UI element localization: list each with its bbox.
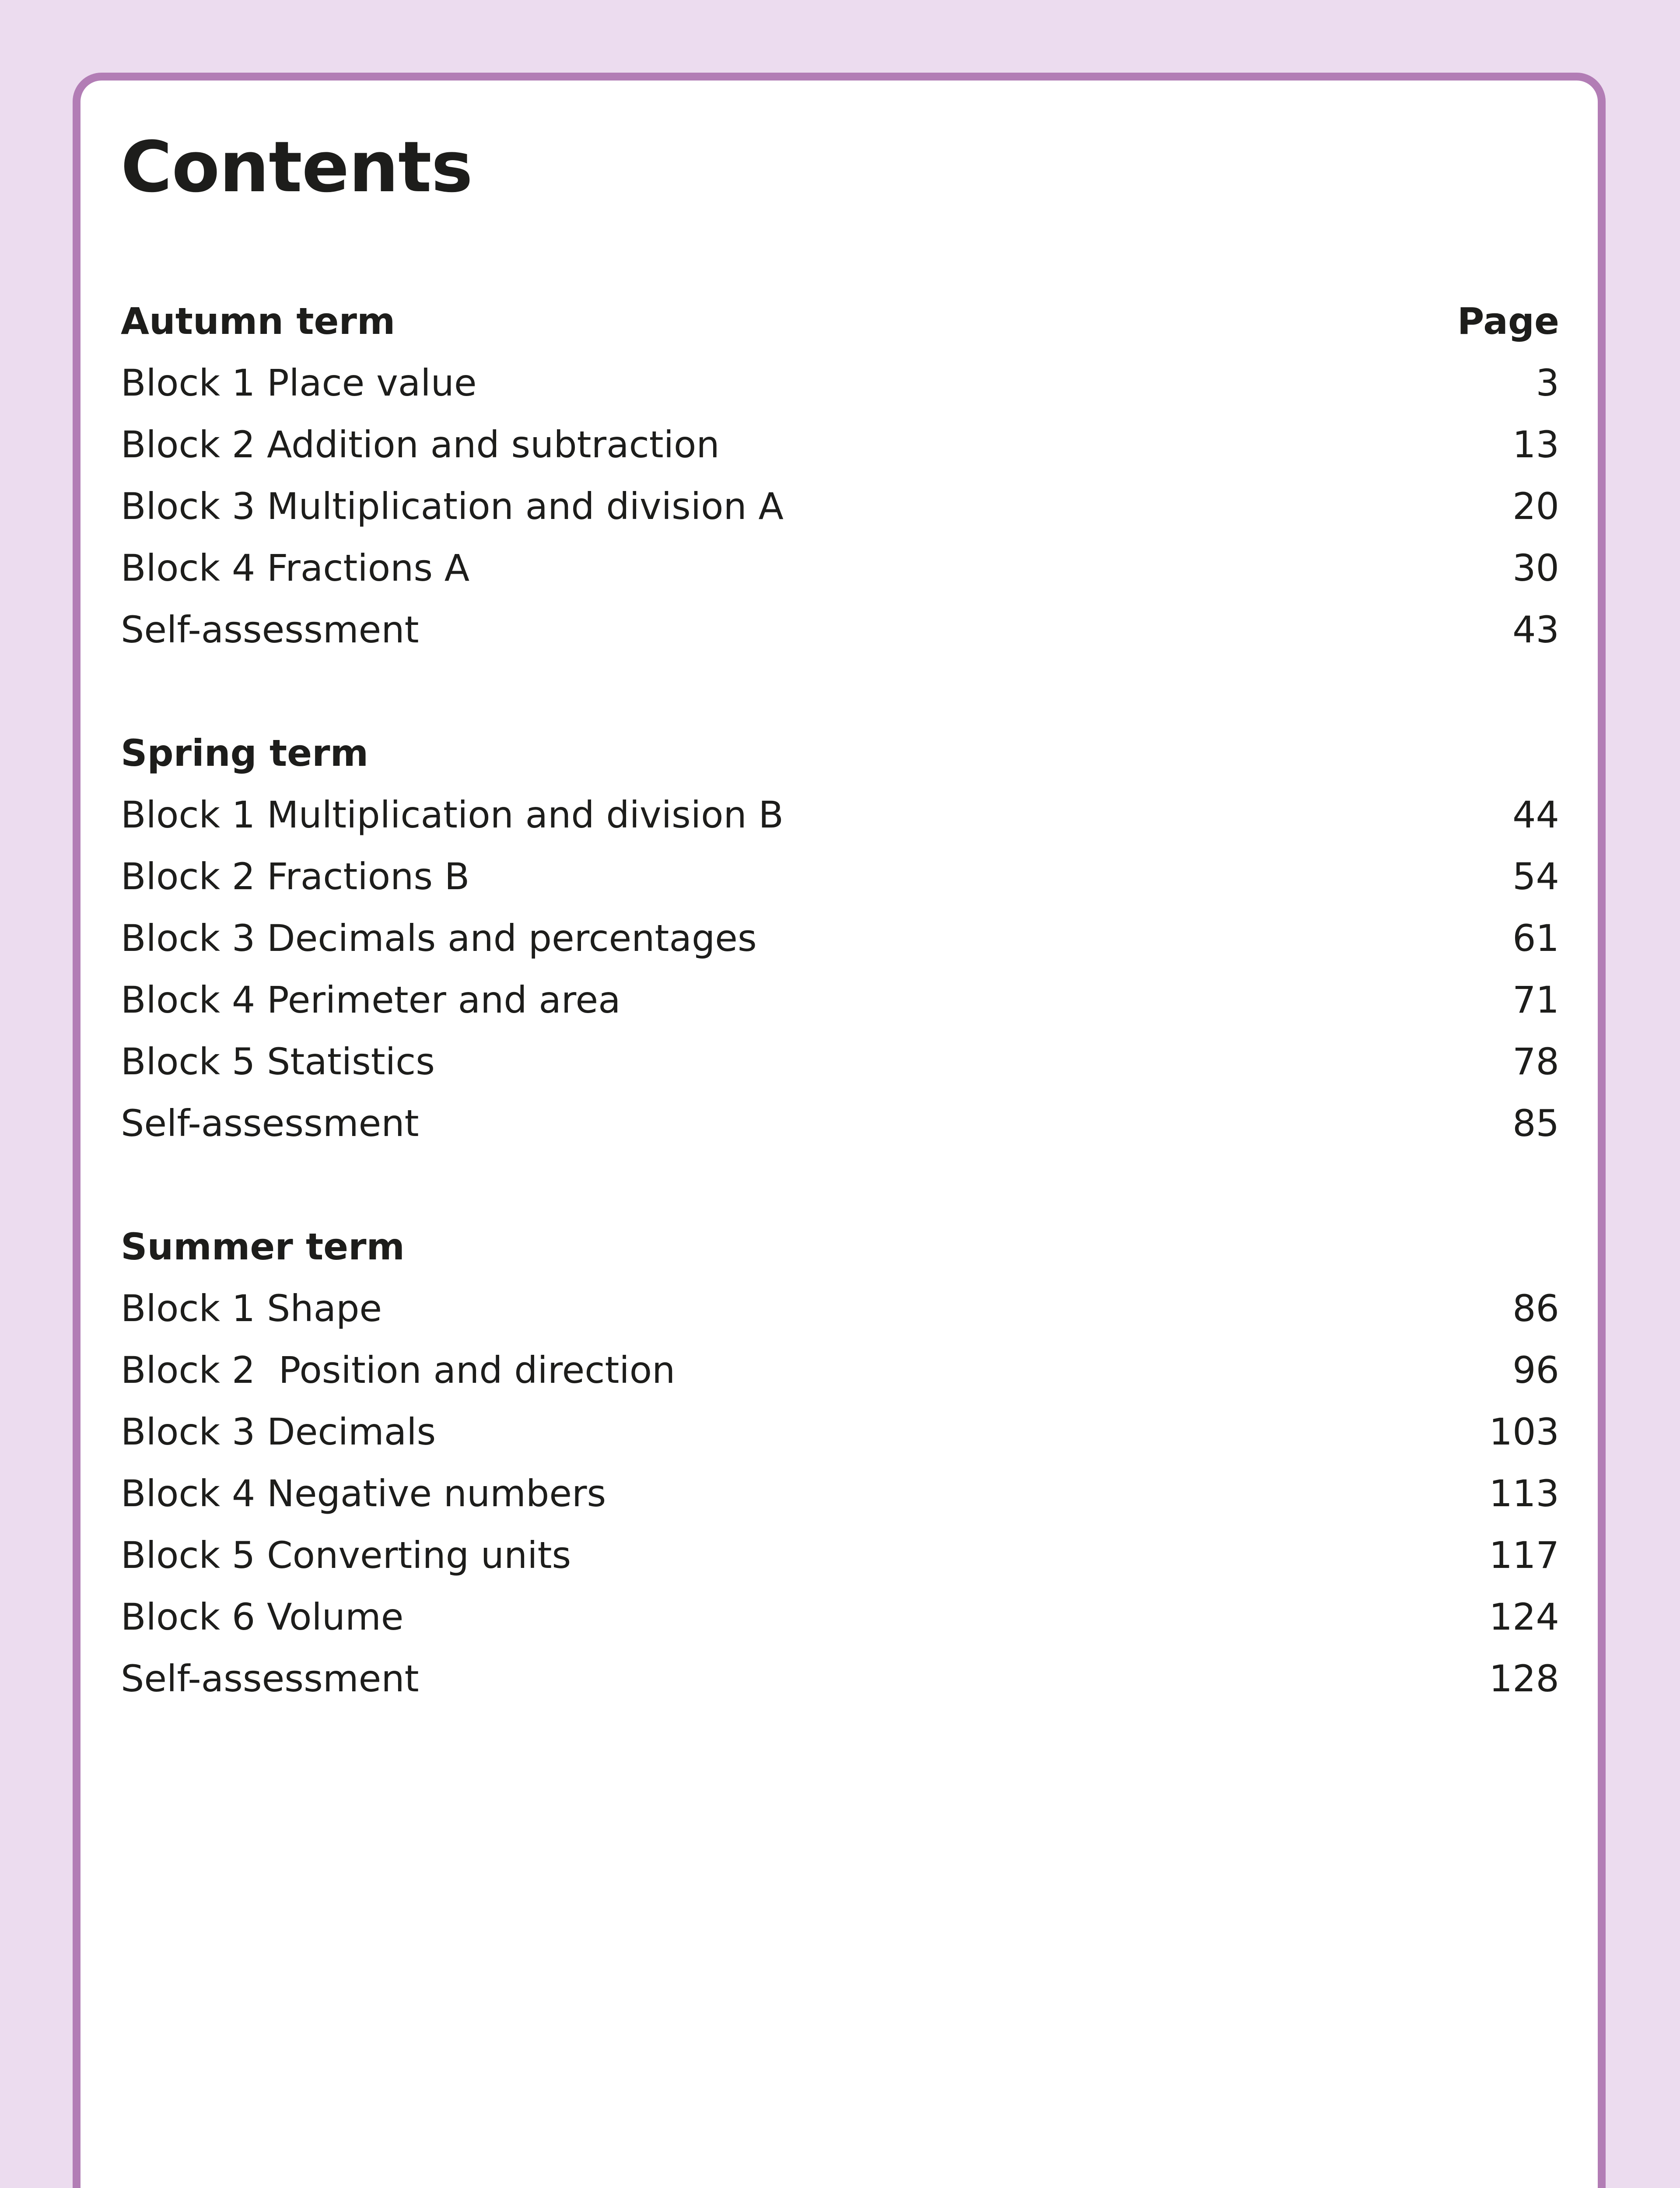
toc-entry-page: 13 [1512, 423, 1559, 466]
toc-entry-label: Block 5 Statistics [121, 1040, 435, 1083]
toc-entry[interactable] [121, 599, 1559, 661]
toc-entry-page: 43 [1512, 608, 1559, 651]
toc-entry-page: 78 [1512, 1040, 1559, 1083]
toc-entry-page: 30 [1512, 547, 1559, 589]
toc-entry[interactable] [121, 1278, 1559, 1339]
toc-entry-label: Block 3 Decimals [121, 1410, 436, 1453]
toc-entry-label: Self-assessment [121, 1102, 419, 1145]
toc-entry[interactable] [121, 784, 1559, 846]
section-heading-label: Autumn term [121, 300, 396, 343]
toc-entry-label: Block 5 Converting units [121, 1534, 571, 1577]
toc-entry-page: 96 [1512, 1349, 1559, 1392]
toc-entry-label: Block 1 Multiplication and division B [121, 793, 784, 836]
toc-entry[interactable] [121, 1525, 1559, 1586]
page-column-header: Page [1457, 300, 1559, 343]
toc-entry-label: Block 4 Perimeter and area [121, 978, 621, 1021]
toc-entry[interactable] [121, 969, 1559, 1031]
section-heading-spring [121, 722, 1559, 784]
toc-entry-page: 103 [1489, 1410, 1559, 1453]
toc-entry-page: 113 [1489, 1472, 1559, 1515]
toc-entry[interactable] [121, 352, 1559, 414]
toc-entry-label: Block 2 Fractions B [121, 855, 470, 898]
toc-entry[interactable] [121, 1339, 1559, 1401]
toc-entry-label: Block 6 Volume [121, 1595, 404, 1638]
toc-entry[interactable] [121, 1031, 1559, 1093]
toc-entry-page: 54 [1512, 855, 1559, 898]
toc-entry-label: Block 4 Fractions A [121, 547, 470, 589]
toc-entry-page: 44 [1512, 793, 1559, 836]
page-title: Contents [121, 126, 472, 208]
toc-entry[interactable] [121, 476, 1559, 537]
toc-entry[interactable] [121, 846, 1559, 908]
toc-entry-page: 117 [1489, 1534, 1559, 1577]
toc-entry[interactable] [121, 1463, 1559, 1525]
section-heading-label: Spring term [121, 732, 369, 775]
toc-entry-label: Block 1 Place value [121, 361, 477, 404]
toc-entry-page: 71 [1512, 978, 1559, 1021]
toc-entry-label: Block 3 Multiplication and division A [121, 485, 784, 528]
toc-entry-label: Self-assessment [121, 608, 419, 651]
section-heading-label: Summer term [121, 1225, 405, 1268]
toc-entry-page: 124 [1489, 1595, 1559, 1638]
toc-entry-page: 86 [1512, 1287, 1559, 1330]
toc-entry[interactable] [121, 1648, 1559, 1710]
section-heading-summer [121, 1216, 1559, 1278]
toc-entry[interactable] [121, 1401, 1559, 1463]
toc-entry[interactable] [121, 414, 1559, 476]
section-heading-autumn [121, 291, 1559, 352]
toc-entry-label: Block 4 Negative numbers [121, 1472, 606, 1515]
toc-entry-label: Block 3 Decimals and percentages [121, 917, 757, 960]
toc-entry-label: Block 2 Addition and subtraction [121, 423, 720, 466]
toc-entry[interactable] [121, 908, 1559, 969]
toc-entry-page: 85 [1512, 1102, 1559, 1145]
toc-entry-page: 128 [1489, 1657, 1559, 1700]
toc-entry-page: 61 [1512, 917, 1559, 960]
toc-entry-page: 20 [1512, 485, 1559, 528]
toc-entry[interactable] [121, 1093, 1559, 1154]
toc-entry[interactable] [121, 537, 1559, 599]
toc-entry-label: Block 1 Shape [121, 1287, 382, 1330]
toc-entry-label: Block 2 Position and direction [121, 1349, 676, 1392]
toc-entry-label: Self-assessment [121, 1657, 419, 1700]
toc-entry[interactable] [121, 1586, 1559, 1648]
toc-entry-page: 3 [1536, 361, 1559, 404]
